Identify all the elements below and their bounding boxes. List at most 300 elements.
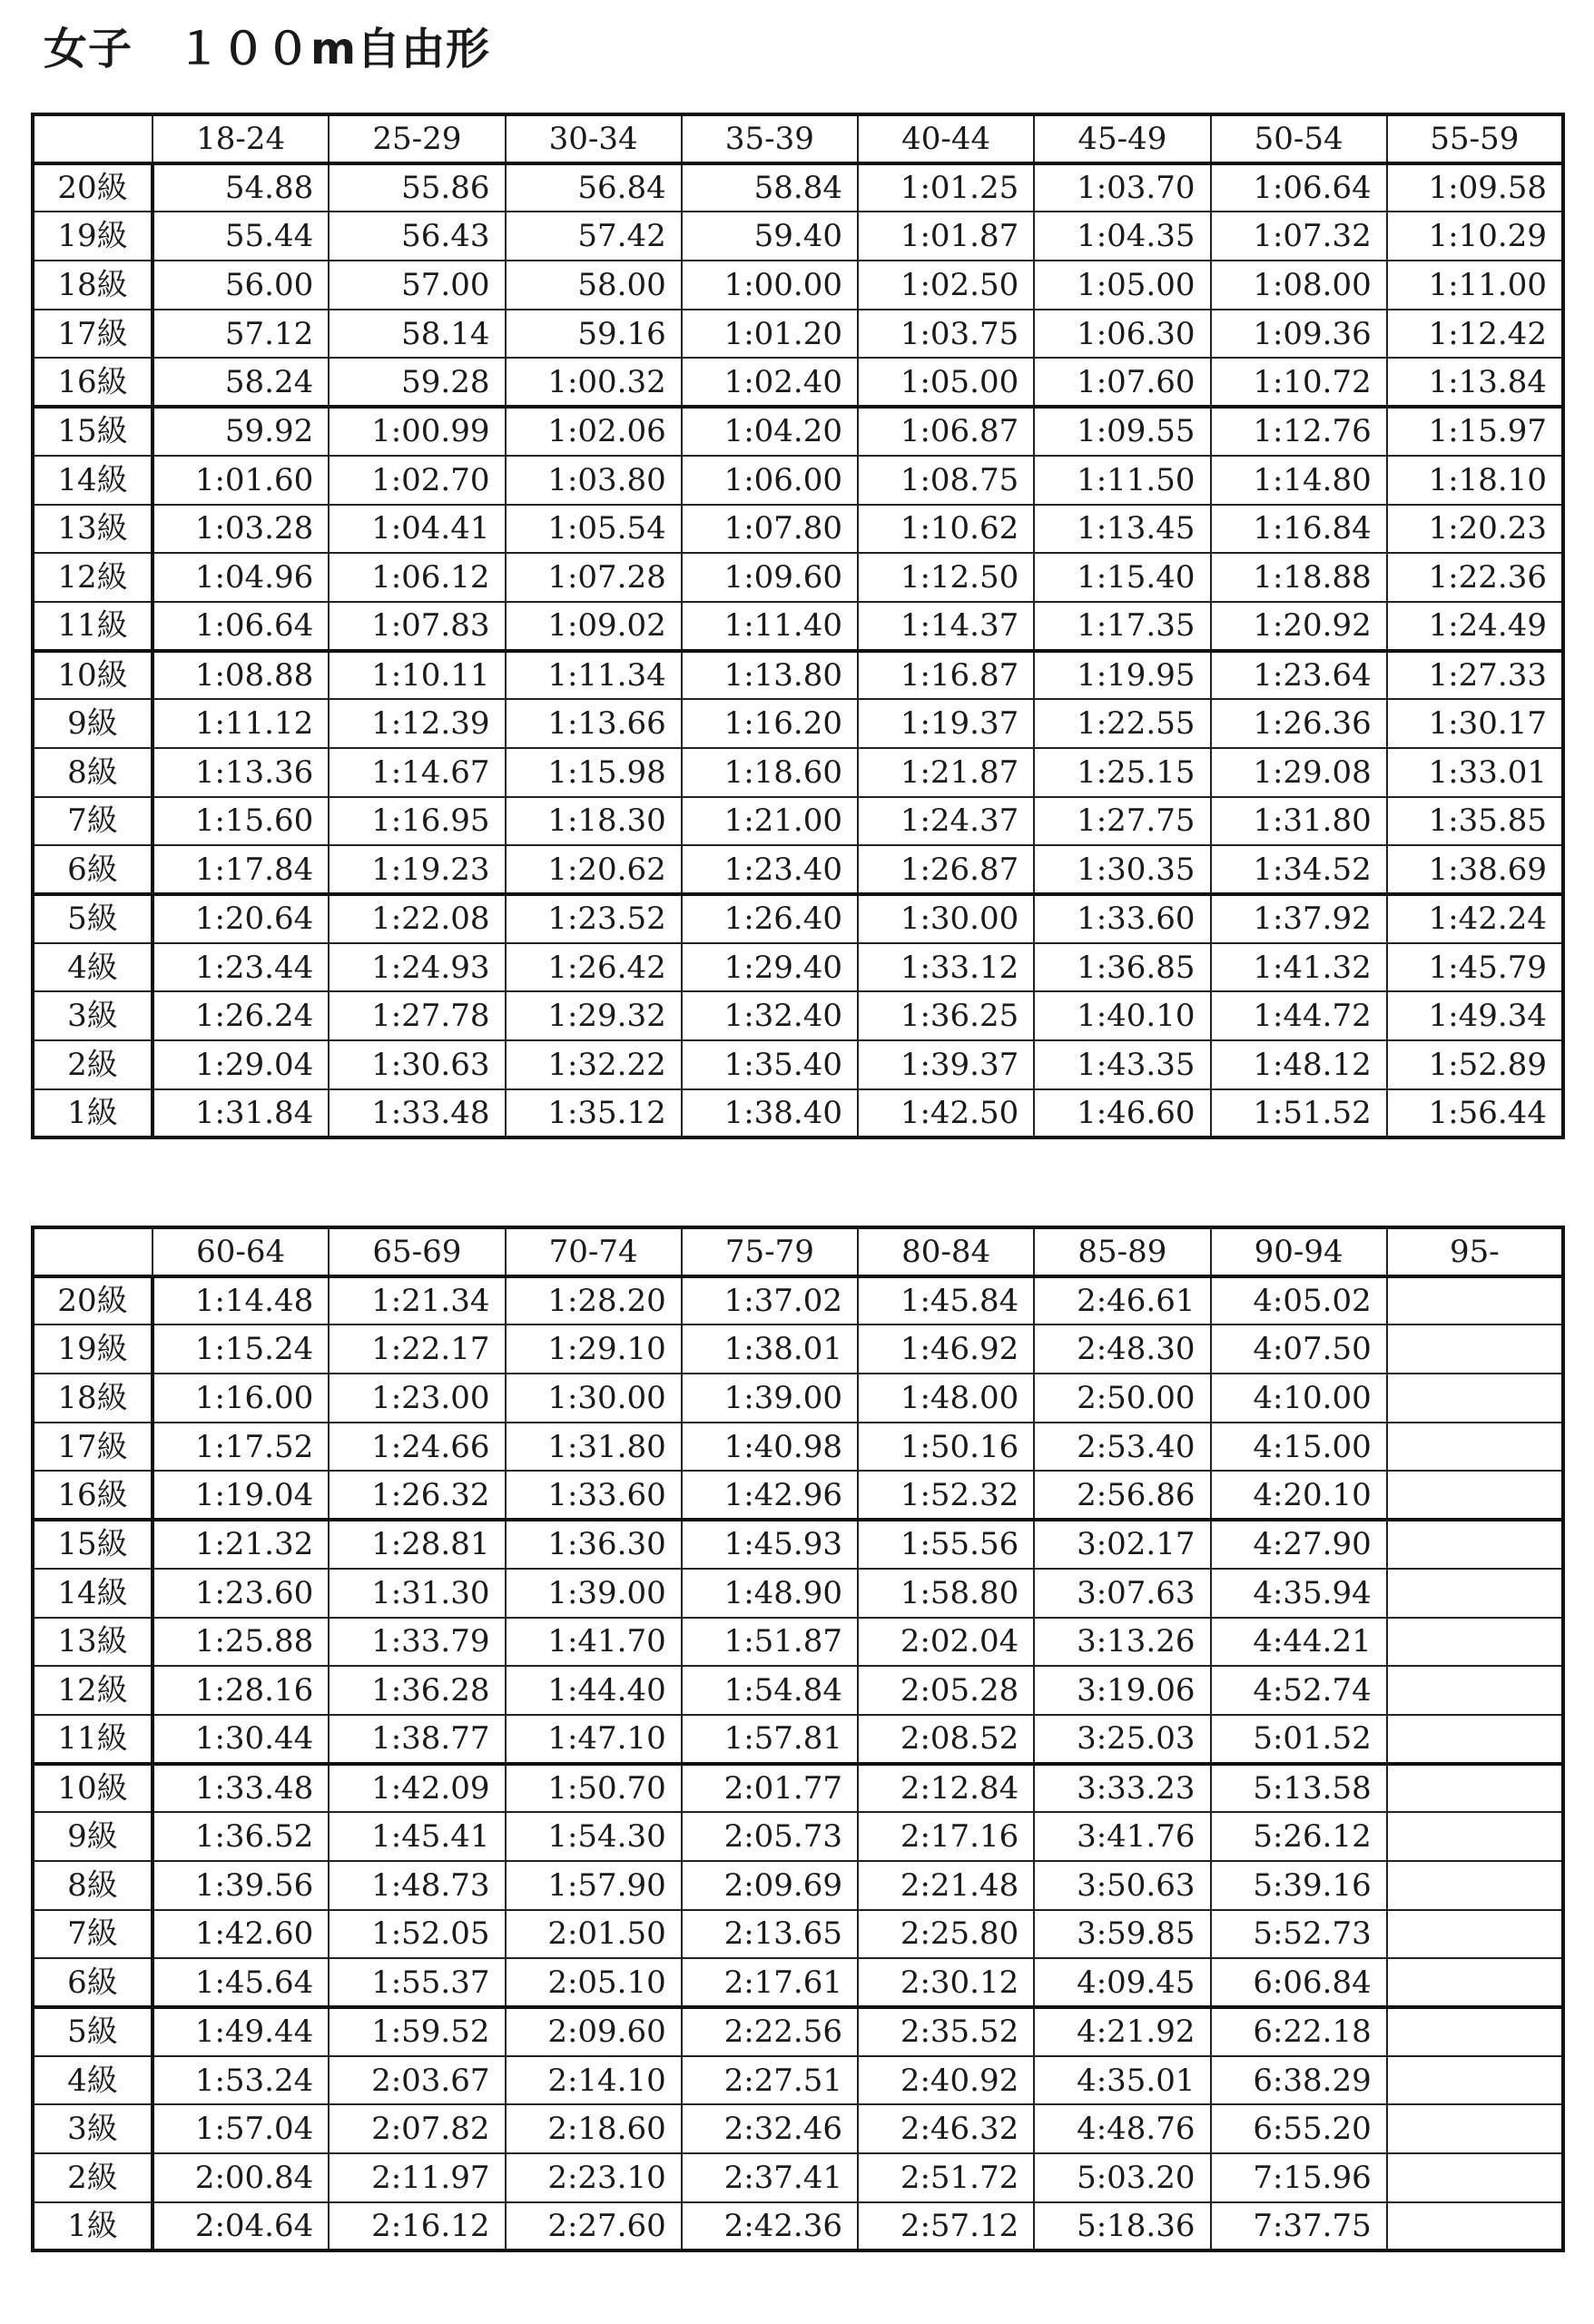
time-cell: 1:23.64 — [1211, 651, 1387, 700]
time-cell: 1:54.84 — [682, 1666, 858, 1715]
time-cell: 1:51.87 — [682, 1618, 858, 1667]
time-cell: 1:53.24 — [153, 2056, 329, 2105]
time-cell: 4:21.92 — [1034, 2007, 1210, 2056]
time-cell: 7:37.75 — [1211, 2202, 1387, 2251]
age-group-header: 30-34 — [506, 114, 682, 163]
grade-label: 15級 — [33, 407, 153, 456]
time-cell: 1:22.08 — [329, 894, 505, 943]
table-row — [33, 1910, 1563, 1959]
table-row — [33, 2104, 1563, 2153]
time-cell — [1387, 1861, 1563, 1910]
time-cell: 1:12.50 — [858, 553, 1034, 602]
time-cell: 1:30.00 — [858, 894, 1034, 943]
time-cell: 1:09.58 — [1387, 163, 1563, 212]
age-group-header: 95- — [1387, 1227, 1563, 1276]
age-group-header: 75-79 — [682, 1227, 858, 1276]
time-cell: 2:13.65 — [682, 1910, 858, 1959]
time-cell: 2:05.73 — [682, 1812, 858, 1861]
time-cell: 5:39.16 — [1211, 1861, 1387, 1910]
table-row — [33, 1520, 1563, 1569]
time-cell: 1:02.70 — [329, 456, 505, 505]
time-cell: 1:42.60 — [153, 1910, 329, 1959]
time-cell: 2:48.30 — [1034, 1324, 1210, 1374]
time-cell: 1:39.37 — [858, 1040, 1034, 1089]
grade-label: 15級 — [33, 1520, 153, 1569]
time-cell: 1:31.84 — [153, 1089, 329, 1138]
time-cell: 1:26.24 — [153, 991, 329, 1040]
table-row — [33, 505, 1563, 554]
time-cell: 1:30.17 — [1387, 699, 1563, 748]
time-cell: 1:01.87 — [858, 212, 1034, 261]
time-cell: 1:56.44 — [1387, 1089, 1563, 1138]
time-cell: 1:01.60 — [153, 456, 329, 505]
table-row — [33, 845, 1563, 894]
time-cell: 5:26.12 — [1211, 1812, 1387, 1861]
time-cell: 56.00 — [153, 261, 329, 310]
time-cell: 4:44.21 — [1211, 1618, 1387, 1667]
time-cell: 2:16.12 — [329, 2202, 505, 2251]
time-cell: 57.12 — [153, 310, 329, 359]
time-cell — [1387, 2104, 1563, 2153]
time-cell: 1:26.32 — [329, 1471, 505, 1520]
time-cell — [1387, 1958, 1563, 2007]
time-cell: 2:11.97 — [329, 2153, 505, 2202]
time-cell: 1:27.75 — [1034, 797, 1210, 846]
time-cell — [1387, 1276, 1563, 1325]
time-cell: 1:00.99 — [329, 407, 505, 456]
header-row — [33, 1227, 1563, 1276]
time-cell: 1:17.35 — [1034, 602, 1210, 651]
time-cell: 2:27.60 — [506, 2202, 682, 2251]
time-cell: 1:38.69 — [1387, 845, 1563, 894]
time-cell: 1:25.88 — [153, 1618, 329, 1667]
grade-label: 17級 — [33, 1423, 153, 1472]
time-cell — [1387, 1715, 1563, 1764]
time-cell: 1:36.30 — [506, 1520, 682, 1569]
time-cell: 2:02.04 — [858, 1618, 1034, 1667]
time-cell: 55.86 — [329, 163, 505, 212]
time-cell: 2:53.40 — [1034, 1423, 1210, 1472]
time-cell: 2:37.41 — [682, 2153, 858, 2202]
time-cell: 1:12.76 — [1211, 407, 1387, 456]
time-cell: 6:38.29 — [1211, 2056, 1387, 2105]
time-cell: 1:43.35 — [1034, 1040, 1210, 1089]
time-cell: 1:45.79 — [1387, 943, 1563, 992]
time-cell: 1:04.20 — [682, 407, 858, 456]
grade-label: 19級 — [33, 1324, 153, 1374]
time-cell: 1:18.60 — [682, 748, 858, 797]
grade-label: 10級 — [33, 1764, 153, 1813]
age-group-header: 60-64 — [153, 1227, 329, 1276]
time-cell — [1387, 1374, 1563, 1423]
time-cell: 54.88 — [153, 163, 329, 212]
time-cell: 1:30.00 — [506, 1374, 682, 1423]
time-cell: 1:14.80 — [1211, 456, 1387, 505]
grade-label: 12級 — [33, 1666, 153, 1715]
time-cell: 1:27.78 — [329, 991, 505, 1040]
table-row — [33, 2202, 1563, 2251]
table-row — [33, 1861, 1563, 1910]
time-cell: 1:05.00 — [1034, 261, 1210, 310]
time-cell: 1:32.22 — [506, 1040, 682, 1089]
grade-label: 10級 — [33, 651, 153, 700]
time-cell: 3:19.06 — [1034, 1666, 1210, 1715]
time-cell: 1:20.64 — [153, 894, 329, 943]
time-cell: 1:16.95 — [329, 797, 505, 846]
time-cell: 1:58.80 — [858, 1569, 1034, 1618]
time-cell: 1:06.30 — [1034, 310, 1210, 359]
time-cell: 1:06.64 — [1211, 163, 1387, 212]
time-cell: 55.44 — [153, 212, 329, 261]
time-cell: 1:50.70 — [506, 1764, 682, 1813]
table-row — [33, 797, 1563, 846]
grade-label: 18級 — [33, 1374, 153, 1423]
time-cell — [1387, 2202, 1563, 2251]
time-cell: 6:06.84 — [1211, 1958, 1387, 2007]
time-cell: 1:48.12 — [1211, 1040, 1387, 1089]
time-cell: 1:52.32 — [858, 1471, 1034, 1520]
time-cell: 2:40.92 — [858, 2056, 1034, 2105]
time-cell: 2:17.61 — [682, 1958, 858, 2007]
grade-label: 9級 — [33, 699, 153, 748]
age-group-header: 85-89 — [1034, 1227, 1210, 1276]
time-cell: 1:09.02 — [506, 602, 682, 651]
time-cell: 1:48.73 — [329, 1861, 505, 1910]
time-cell: 2:56.86 — [1034, 1471, 1210, 1520]
time-cell: 1:33.48 — [329, 1089, 505, 1138]
time-cell: 1:36.52 — [153, 1812, 329, 1861]
grade-label: 1級 — [33, 2202, 153, 2251]
time-cell: 1:11.40 — [682, 602, 858, 651]
table-row — [33, 748, 1563, 797]
time-cell: 3:50.63 — [1034, 1861, 1210, 1910]
time-cell — [1387, 1520, 1563, 1569]
time-cell: 1:33.01 — [1387, 748, 1563, 797]
time-cell: 1:22.36 — [1387, 553, 1563, 602]
grade-label: 2級 — [33, 1040, 153, 1089]
time-cell: 1:21.32 — [153, 1520, 329, 1569]
time-cell: 1:03.80 — [506, 456, 682, 505]
time-cell: 1:17.84 — [153, 845, 329, 894]
time-cell: 5:01.52 — [1211, 1715, 1387, 1764]
age-group-header: 65-69 — [329, 1227, 505, 1276]
table-row — [33, 1812, 1563, 1861]
table-row — [33, 1764, 1563, 1813]
time-cell: 1:09.36 — [1211, 310, 1387, 359]
time-cell: 1:00.00 — [682, 261, 858, 310]
table-row — [33, 991, 1563, 1040]
grade-label: 11級 — [33, 1715, 153, 1764]
time-cell: 1:20.23 — [1387, 505, 1563, 554]
time-cell: 1:19.37 — [858, 699, 1034, 748]
table-row — [33, 1374, 1563, 1423]
time-cell: 1:15.40 — [1034, 553, 1210, 602]
time-cell — [1387, 2153, 1563, 2202]
grade-label: 8級 — [33, 748, 153, 797]
time-cell: 1:06.00 — [682, 456, 858, 505]
time-cell: 1:26.40 — [682, 894, 858, 943]
table-row — [33, 1715, 1563, 1764]
table-row — [33, 261, 1563, 310]
time-cell: 5:52.73 — [1211, 1910, 1387, 1959]
time-cell: 2:00.84 — [153, 2153, 329, 2202]
time-cell: 4:15.00 — [1211, 1423, 1387, 1472]
time-cell: 1:15.97 — [1387, 407, 1563, 456]
age-group-header: 80-84 — [858, 1227, 1034, 1276]
time-cell: 1:25.15 — [1034, 748, 1210, 797]
time-cell: 2:46.32 — [858, 2104, 1034, 2153]
time-cell: 1:04.35 — [1034, 212, 1210, 261]
time-cell: 1:16.20 — [682, 699, 858, 748]
time-cell: 4:05.02 — [1211, 1276, 1387, 1325]
time-cell: 1:14.67 — [329, 748, 505, 797]
time-cell: 1:11.50 — [1034, 456, 1210, 505]
time-cell: 1:12.42 — [1387, 310, 1563, 359]
time-cell: 1:16.84 — [1211, 505, 1387, 554]
time-cell: 59.40 — [682, 212, 858, 261]
time-cell: 1:23.60 — [153, 1569, 329, 1618]
time-cell: 1:36.85 — [1034, 943, 1210, 992]
time-cell: 59.92 — [153, 407, 329, 456]
time-cell: 1:30.35 — [1034, 845, 1210, 894]
time-cell: 1:51.52 — [1211, 1089, 1387, 1138]
time-cell: 1:20.92 — [1211, 602, 1387, 651]
time-cell: 2:30.12 — [858, 1958, 1034, 2007]
time-cell: 1:16.87 — [858, 651, 1034, 700]
time-cell: 1:38.77 — [329, 1715, 505, 1764]
time-cell: 1:39.00 — [506, 1569, 682, 1618]
time-cell: 1:07.32 — [1211, 212, 1387, 261]
grade-label: 1級 — [33, 1089, 153, 1138]
time-cell: 1:52.89 — [1387, 1040, 1563, 1089]
time-cell: 3:33.23 — [1034, 1764, 1210, 1813]
time-cell: 1:15.60 — [153, 797, 329, 846]
grade-table-ages-18-59 — [31, 113, 1565, 1139]
corner-cell — [33, 114, 153, 163]
time-cell: 1:05.54 — [506, 505, 682, 554]
time-cell: 1:42.50 — [858, 1089, 1034, 1138]
time-cell: 2:22.56 — [682, 2007, 858, 2056]
time-cell: 1:39.56 — [153, 1861, 329, 1910]
time-cell: 1:11.00 — [1387, 261, 1563, 310]
time-cell: 1:11.12 — [153, 699, 329, 748]
time-cell: 2:08.52 — [858, 1715, 1034, 1764]
grade-label: 9級 — [33, 1812, 153, 1861]
table-row — [33, 1089, 1563, 1138]
time-cell: 4:48.76 — [1034, 2104, 1210, 2153]
time-cell: 1:45.41 — [329, 1812, 505, 1861]
time-cell: 2:32.46 — [682, 2104, 858, 2153]
time-cell: 1:29.08 — [1211, 748, 1387, 797]
table-row — [33, 699, 1563, 748]
time-cell: 1:41.32 — [1211, 943, 1387, 992]
grade-label: 4級 — [33, 2056, 153, 2105]
time-cell: 1:39.00 — [682, 1374, 858, 1423]
table-row — [33, 1618, 1563, 1667]
time-cell: 1:36.28 — [329, 1666, 505, 1715]
time-cell: 56.84 — [506, 163, 682, 212]
time-cell: 1:29.10 — [506, 1324, 682, 1374]
time-cell: 2:01.50 — [506, 1910, 682, 1959]
time-cell — [1387, 1812, 1563, 1861]
time-cell: 1:14.48 — [153, 1276, 329, 1325]
time-cell: 1:31.80 — [1211, 797, 1387, 846]
corner-cell — [33, 1227, 153, 1276]
grade-label: 18級 — [33, 261, 153, 310]
time-cell: 1:28.16 — [153, 1666, 329, 1715]
time-cell: 5:03.20 — [1034, 2153, 1210, 2202]
time-cell: 1:32.40 — [682, 991, 858, 1040]
time-cell: 2:27.51 — [682, 2056, 858, 2105]
grade-label: 13級 — [33, 505, 153, 554]
table-row — [33, 163, 1563, 212]
age-group-header: 35-39 — [682, 114, 858, 163]
time-cell: 1:23.52 — [506, 894, 682, 943]
time-cell: 1:08.00 — [1211, 261, 1387, 310]
grade-label: 7級 — [33, 797, 153, 846]
time-cell: 4:35.01 — [1034, 2056, 1210, 2105]
time-cell — [1387, 1324, 1563, 1374]
time-cell: 1:31.30 — [329, 1569, 505, 1618]
time-cell: 1:19.04 — [153, 1471, 329, 1520]
table-row — [33, 407, 1563, 456]
time-cell: 3:07.63 — [1034, 1569, 1210, 1618]
time-cell: 1:33.60 — [506, 1471, 682, 1520]
time-cell: 2:42.36 — [682, 2202, 858, 2251]
time-cell: 1:06.64 — [153, 602, 329, 651]
time-cell: 1:22.17 — [329, 1324, 505, 1374]
time-cell: 1:09.60 — [682, 553, 858, 602]
time-cell: 57.00 — [329, 261, 505, 310]
age-group-header: 50-54 — [1211, 114, 1387, 163]
time-cell: 1:46.92 — [858, 1324, 1034, 1374]
time-cell: 5:18.36 — [1034, 2202, 1210, 2251]
grade-label: 3級 — [33, 2104, 153, 2153]
grade-label: 20級 — [33, 1276, 153, 1325]
time-cell: 1:21.00 — [682, 797, 858, 846]
table-row — [33, 212, 1563, 261]
table-row — [33, 1423, 1563, 1472]
time-cell: 1:02.50 — [858, 261, 1034, 310]
age-group-header: 90-94 — [1211, 1227, 1387, 1276]
time-cell: 1:16.00 — [153, 1374, 329, 1423]
time-cell: 1:45.93 — [682, 1520, 858, 1569]
time-cell: 2:07.82 — [329, 2104, 505, 2153]
time-cell: 1:30.63 — [329, 1040, 505, 1089]
time-cell: 1:57.04 — [153, 2104, 329, 2153]
table-row — [33, 602, 1563, 651]
time-cell: 58.84 — [682, 163, 858, 212]
grade-label: 17級 — [33, 310, 153, 359]
age-group-header: 40-44 — [858, 114, 1034, 163]
time-cell: 4:35.94 — [1211, 1569, 1387, 1618]
time-cell: 1:17.52 — [153, 1423, 329, 1472]
time-cell: 1:07.28 — [506, 553, 682, 602]
time-cell: 2:35.52 — [858, 2007, 1034, 2056]
time-cell: 1:33.60 — [1034, 894, 1210, 943]
grade-label: 7級 — [33, 1910, 153, 1959]
time-cell: 1:35.40 — [682, 1040, 858, 1089]
time-cell: 4:09.45 — [1034, 1958, 1210, 2007]
time-cell: 57.42 — [506, 212, 682, 261]
time-cell: 2:17.16 — [858, 1812, 1034, 1861]
time-cell: 1:22.55 — [1034, 699, 1210, 748]
grade-label: 4級 — [33, 943, 153, 992]
grade-label: 16級 — [33, 358, 153, 407]
time-cell: 2:25.80 — [858, 1910, 1034, 1959]
time-cell: 3:13.26 — [1034, 1618, 1210, 1667]
grade-label: 11級 — [33, 602, 153, 651]
time-cell: 1:38.40 — [682, 1089, 858, 1138]
time-cell: 1:24.93 — [329, 943, 505, 992]
time-cell: 2:21.48 — [858, 1861, 1034, 1910]
age-group-header: 25-29 — [329, 114, 505, 163]
time-cell: 2:09.69 — [682, 1861, 858, 1910]
time-cell: 3:41.76 — [1034, 1812, 1210, 1861]
time-cell — [1387, 1471, 1563, 1520]
time-cell: 1:48.00 — [858, 1374, 1034, 1423]
age-group-header: 55-59 — [1387, 114, 1563, 163]
time-cell: 1:07.60 — [1034, 358, 1210, 407]
time-cell: 1:18.10 — [1387, 456, 1563, 505]
time-cell: 1:21.87 — [858, 748, 1034, 797]
grade-label: 14級 — [33, 456, 153, 505]
grade-label: 6級 — [33, 845, 153, 894]
time-cell: 1:04.41 — [329, 505, 505, 554]
time-cell: 1:35.85 — [1387, 797, 1563, 846]
age-group-header: 18-24 — [153, 114, 329, 163]
table-row — [33, 943, 1563, 992]
time-cell: 59.16 — [506, 310, 682, 359]
time-cell: 1:37.02 — [682, 1276, 858, 1325]
time-cell: 6:22.18 — [1211, 2007, 1387, 2056]
time-cell: 1:55.37 — [329, 1958, 505, 2007]
time-cell: 1:10.72 — [1211, 358, 1387, 407]
time-cell: 2:46.61 — [1034, 1276, 1210, 1325]
time-cell: 1:07.83 — [329, 602, 505, 651]
time-cell: 1:07.80 — [682, 505, 858, 554]
time-cell: 1:46.60 — [1034, 1089, 1210, 1138]
time-cell: 56.43 — [329, 212, 505, 261]
time-cell: 1:06.12 — [329, 553, 505, 602]
time-cell: 1:35.12 — [506, 1089, 682, 1138]
time-cell: 1:36.25 — [858, 991, 1034, 1040]
time-cell: 1:00.32 — [506, 358, 682, 407]
time-cell: 5:13.58 — [1211, 1764, 1387, 1813]
time-cell: 1:15.24 — [153, 1324, 329, 1374]
grade-label: 5級 — [33, 894, 153, 943]
time-cell: 1:59.52 — [329, 2007, 505, 2056]
time-cell: 2:51.72 — [858, 2153, 1034, 2202]
table-row — [33, 1324, 1563, 1374]
time-cell: 1:13.66 — [506, 699, 682, 748]
time-cell: 1:08.88 — [153, 651, 329, 700]
time-cell: 1:52.05 — [329, 1910, 505, 1959]
time-cell: 1:34.52 — [1211, 845, 1387, 894]
table-row — [33, 2056, 1563, 2105]
time-cell — [1387, 1764, 1563, 1813]
time-cell: 4:07.50 — [1211, 1324, 1387, 1374]
time-cell: 1:28.81 — [329, 1520, 505, 1569]
time-cell: 1:10.29 — [1387, 212, 1563, 261]
time-cell: 2:50.00 — [1034, 1374, 1210, 1423]
time-cell: 1:29.04 — [153, 1040, 329, 1089]
time-cell: 1:08.75 — [858, 456, 1034, 505]
time-cell: 1:28.20 — [506, 1276, 682, 1325]
time-cell: 1:23.00 — [329, 1374, 505, 1423]
time-cell: 58.24 — [153, 358, 329, 407]
time-cell: 1:30.44 — [153, 1715, 329, 1764]
